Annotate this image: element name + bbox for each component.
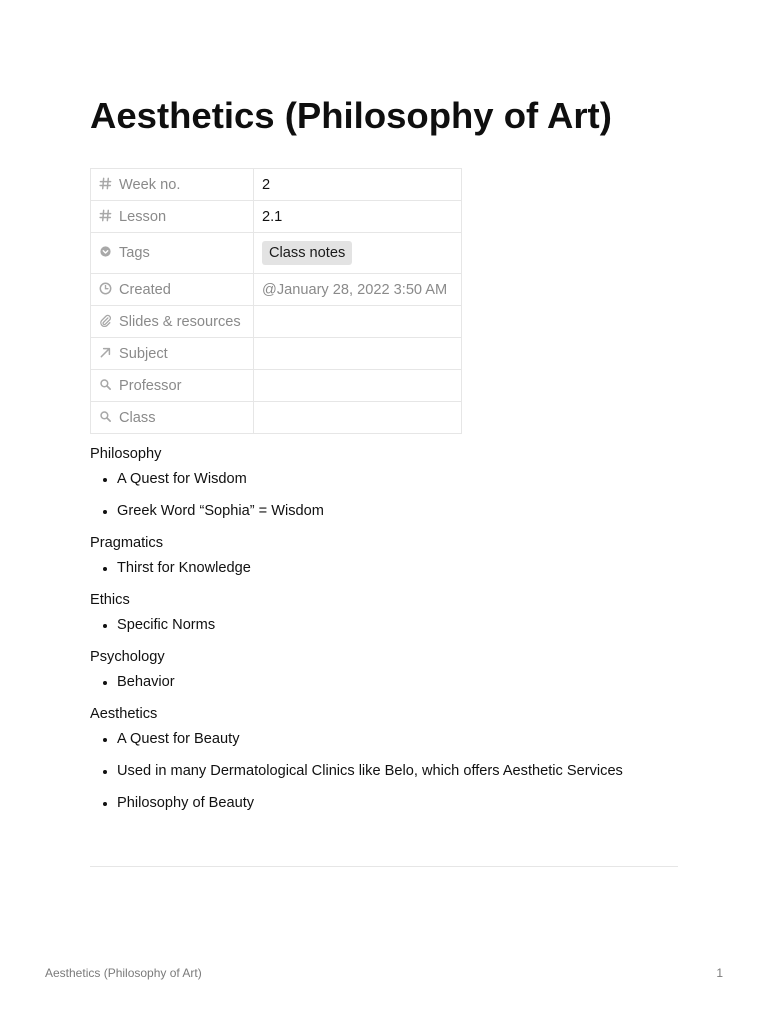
property-value-cell[interactable]	[254, 233, 462, 274]
property-row	[91, 201, 462, 233]
property-value-cell[interactable]	[254, 402, 462, 434]
section-heading: Pragmatics	[90, 535, 163, 551]
bullet-item: • Greek Word “Sophia” = Wisdom	[117, 502, 678, 520]
search-icon	[99, 410, 112, 423]
property-value-cell[interactable]	[254, 306, 462, 338]
section-heading: Aesthetics	[90, 706, 158, 722]
property-value-cell[interactable]	[254, 370, 462, 402]
property-name-cell	[91, 201, 254, 233]
property-row	[91, 233, 462, 274]
number-icon	[99, 209, 112, 222]
bullet-list	[90, 730, 678, 812]
property-name: Week no.	[119, 176, 181, 193]
bullet-item: • Used in many Dermatological Clinics like Belo, which offers Aesthetic Services	[117, 762, 678, 780]
property-name-cell	[91, 370, 254, 402]
section-heading: Philosophy	[90, 446, 162, 462]
property-name-cell	[91, 233, 254, 274]
property-row	[91, 169, 462, 201]
property-name: Class	[119, 409, 156, 426]
tag-icon	[99, 245, 112, 258]
property-name-cell	[91, 306, 254, 338]
property-name: Professor	[119, 377, 182, 394]
property-name-cell	[91, 274, 254, 306]
property-row	[91, 338, 462, 370]
section-heading: Ethics	[90, 592, 130, 608]
search-icon	[99, 378, 112, 391]
property-name: Created	[119, 281, 171, 298]
bullet-list	[90, 673, 678, 691]
bullet-item: • A Quest for Wisdom	[117, 470, 678, 488]
property-name: Lesson	[119, 208, 167, 225]
property-value-cell[interactable]	[254, 201, 462, 233]
property-name: Subject	[119, 345, 168, 362]
bullet-item: • Philosophy of Beauty	[117, 794, 678, 812]
bullet-item: • A Quest for Beauty	[117, 730, 678, 748]
notes-body	[90, 438, 678, 826]
property-row	[91, 370, 462, 402]
property-name-cell	[91, 402, 254, 434]
bullet-list	[90, 616, 678, 634]
bullet-item: • Behavior	[117, 673, 678, 691]
bullet-list	[90, 470, 678, 520]
property-name-cell	[91, 338, 254, 370]
page-title: Aesthetics (Philosophy of Art)	[90, 95, 612, 136]
property-row	[91, 402, 462, 434]
clock-icon	[99, 282, 112, 295]
property-value: @January 28, 2022 3:50 AM	[262, 281, 448, 298]
property-value-cell[interactable]	[254, 338, 462, 370]
property-value-cell[interactable]	[254, 274, 462, 306]
properties-table	[90, 168, 462, 434]
property-value: 2.1	[262, 208, 283, 225]
property-row	[91, 274, 462, 306]
arrow-up-right-icon	[99, 346, 112, 359]
section-heading: Psychology	[90, 649, 165, 665]
property-name: Tags	[119, 245, 150, 261]
divider	[90, 866, 678, 867]
property-row	[91, 306, 462, 338]
number-icon	[99, 177, 112, 190]
footer-title: Aesthetics (Philosophy of Art)	[45, 966, 202, 980]
bullet-item: • Thirst for Knowledge	[117, 559, 678, 577]
paperclip-icon	[99, 314, 112, 327]
property-value-cell[interactable]	[254, 169, 462, 201]
property-name: Slides & resources	[119, 313, 241, 330]
bullet-item: • Specific Norms	[117, 616, 678, 634]
page-number: 1	[716, 966, 723, 980]
bullet-list	[90, 559, 678, 577]
property-name-cell	[91, 169, 254, 201]
property-value: 2	[262, 176, 271, 193]
tag-chip[interactable]: Class notes	[262, 241, 352, 265]
